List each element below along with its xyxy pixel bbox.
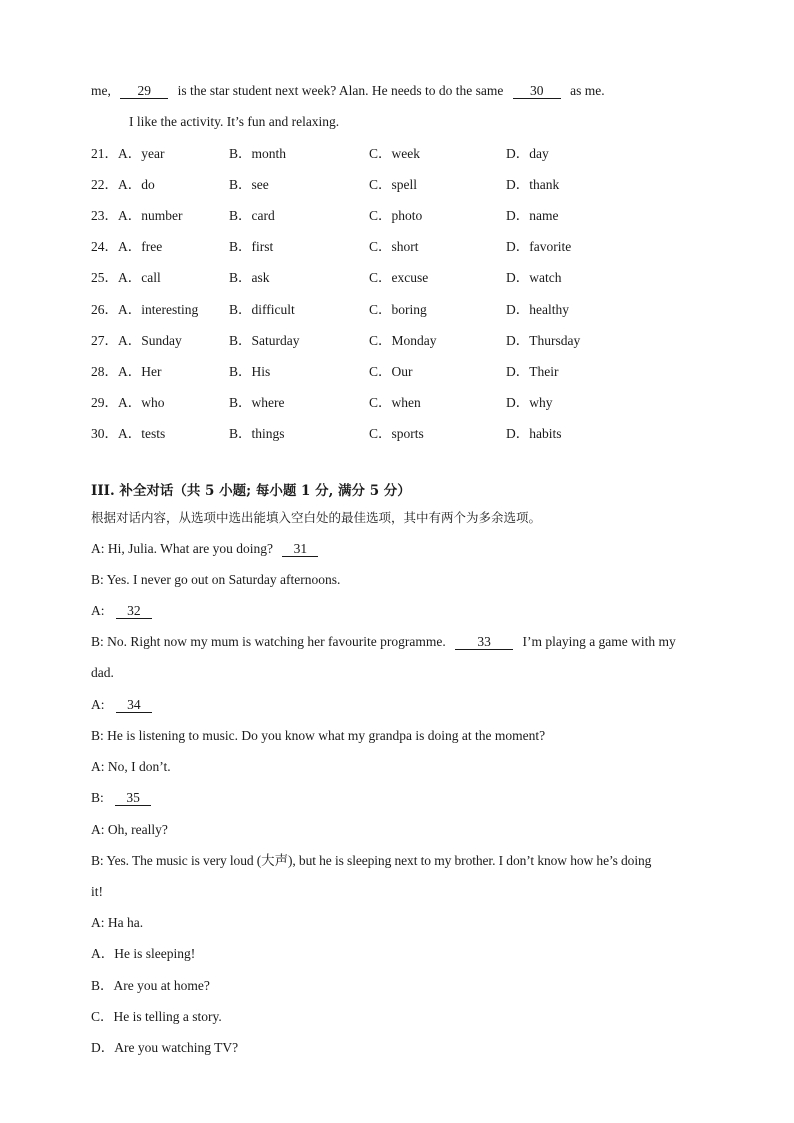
dialogue-line: A: Ha ha. (91, 915, 144, 930)
question-number: 29． (91, 395, 118, 410)
blank-35: 35 (115, 790, 151, 806)
dialogue-line (91, 696, 152, 714)
dialogue-text: A: Hi, Julia. What are you doing? (91, 541, 273, 556)
option-b: B．see (229, 177, 269, 192)
option-c: C．short (369, 239, 419, 254)
option-row (91, 332, 182, 350)
question-number: 23． (91, 208, 118, 223)
choice-c: C．He is telling a story. (91, 1009, 222, 1024)
option-c: C．boring (369, 302, 427, 317)
option-a: A．free (118, 239, 163, 254)
section-instructions: 根据对话内容，从选项中选出能填入空白处的最佳选项，其中有两个为多余选项。 (91, 510, 542, 525)
option-row (91, 176, 155, 194)
question-number: 24． (91, 239, 118, 254)
option-a: A．Sunday (118, 333, 182, 348)
passage-text: as me. (570, 83, 605, 98)
option-row (91, 363, 162, 381)
blank-34: 34 (116, 697, 152, 713)
question-number: 21． (91, 146, 118, 161)
passage-line: I like the activity. It’s fun and relaxing. (129, 114, 340, 129)
option-b: B．His (229, 364, 271, 379)
option-d: D．thank (506, 177, 560, 192)
option-b: B．things (229, 426, 285, 441)
dialogue-line (91, 602, 152, 620)
dialogue-text: I’m playing a game with my (522, 634, 676, 649)
option-row (91, 301, 198, 319)
option-row (91, 269, 161, 287)
option-c: C．Our (369, 364, 413, 379)
dialogue-line: B: He is listening to music. Do you know what my grandpa is doing at the moment? (91, 728, 546, 743)
dialogue-line (91, 540, 318, 558)
option-row (91, 425, 165, 443)
option-d: D．watch (506, 270, 562, 285)
option-b: B．where (229, 395, 285, 410)
dialogue-line (91, 633, 676, 651)
choice-a: A．He is sleeping! (91, 946, 196, 961)
passage-line (91, 82, 605, 100)
question-number: 22． (91, 177, 118, 192)
option-a: A．who (118, 395, 165, 410)
option-a: A．Her (118, 364, 162, 379)
option-c: C．spell (369, 177, 418, 192)
choice-d: D．Are you watching TV? (91, 1040, 239, 1055)
dialogue-line: A: Oh, really? (91, 822, 168, 837)
blank-30: 30 (513, 83, 561, 99)
question-number: 28． (91, 364, 118, 379)
blank-32: 32 (116, 603, 152, 619)
option-a: A．do (118, 177, 155, 192)
option-c: C．excuse (369, 270, 429, 285)
option-d: D．Their (506, 364, 559, 379)
option-b: B．difficult (229, 302, 295, 317)
blank-31: 31 (282, 541, 318, 557)
dialogue-line (91, 789, 151, 807)
dialogue-text: B: No. Right now my mum is watching her favourite programme. (91, 634, 446, 649)
option-b: B．first (229, 239, 274, 254)
option-c: C．photo (369, 208, 423, 223)
question-number: 25． (91, 270, 118, 285)
dialogue-text: A: (91, 603, 105, 618)
dialogue-line: B: Yes. I never go out on Saturday afternoons. (91, 572, 341, 587)
option-c: C．sports (369, 426, 424, 441)
option-a: A．year (118, 146, 165, 161)
question-number: 26． (91, 302, 118, 317)
option-d: D．habits (506, 426, 562, 441)
section-title: III. 补全对话（共 5 小题; 每小题 1 分, 满分 5 分） (91, 483, 411, 499)
option-a: A．number (118, 208, 183, 223)
passage-text: me, (91, 83, 111, 98)
dialogue-line: B: Yes. The music is very loud (大声), but he is sleeping next to my brother. I don’t know how he’s doing (91, 853, 652, 868)
option-a: A．tests (118, 426, 166, 441)
dialogue-line: it! (91, 884, 103, 899)
choice-b: B．Are you at home? (91, 978, 210, 993)
option-d: D．favorite (506, 239, 572, 254)
option-b: B．month (229, 146, 287, 161)
option-b: B．Saturday (229, 333, 300, 348)
option-b: B．card (229, 208, 275, 223)
option-a: A．interesting (118, 302, 199, 317)
option-d: D．why (506, 395, 553, 410)
question-number: 30． (91, 426, 118, 441)
option-d: D．healthy (506, 302, 569, 317)
dialogue-text: B: (91, 790, 104, 805)
question-number: 27． (91, 333, 118, 348)
option-c: C．Monday (369, 333, 437, 348)
option-row (91, 394, 165, 412)
option-a: A．call (118, 270, 161, 285)
option-c: C．when (369, 395, 421, 410)
blank-29: 29 (120, 83, 168, 99)
option-d: D．name (506, 208, 559, 223)
option-c: C．week (369, 146, 420, 161)
passage-text: is the star student next week? Alan. He needs to do the same (177, 83, 504, 98)
dialogue-line: A: No, I don’t. (91, 759, 171, 774)
blank-33: 33 (455, 634, 513, 650)
option-row (91, 207, 183, 225)
option-row (91, 238, 162, 256)
dialogue-line: dad. (91, 665, 114, 680)
dialogue-text: A: (91, 697, 105, 712)
option-d: D．Thursday (506, 333, 581, 348)
option-row (91, 145, 164, 163)
option-d: D．day (506, 146, 549, 161)
option-b: B．ask (229, 270, 270, 285)
